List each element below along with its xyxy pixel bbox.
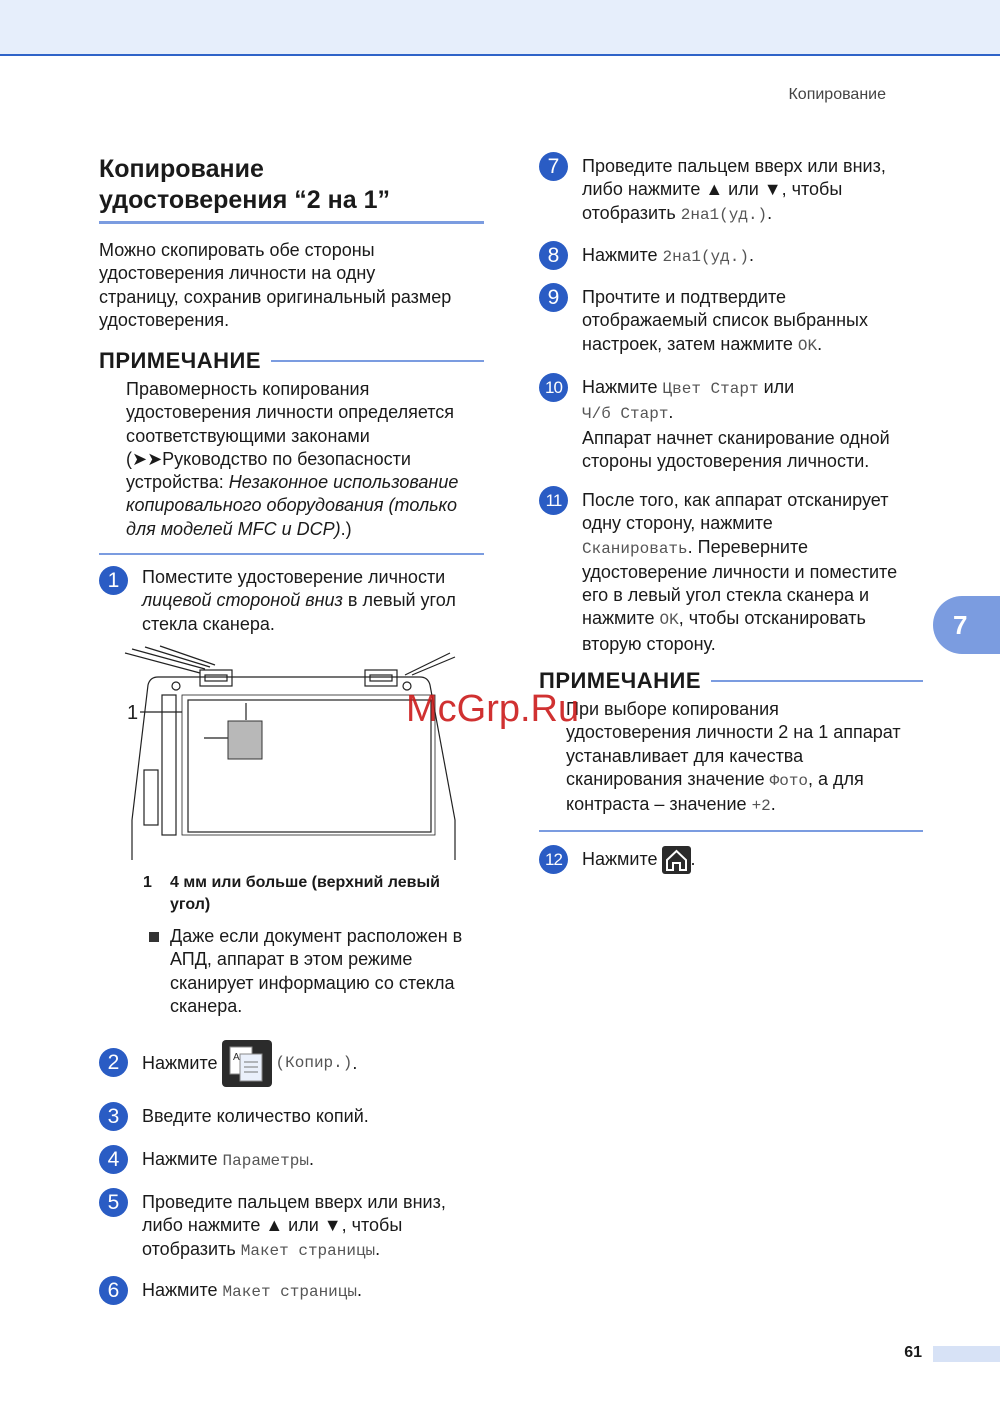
home-icon [662,846,691,874]
scanner-glass-diagram [120,645,465,865]
note-bottom-rule [539,830,923,832]
figure-callout: 1 [127,702,139,724]
step-5: 5 Проведите пальцем вверх или вниз, либо нажмите ▲ или ▼, чтобы отобразить Макет страницы. [99,1188,489,1263]
id-card [228,721,262,759]
step-11: 11 После того, как аппарат отсканирует одну сторону, нажмите Сканировать. Переверните удостоверение личности и поместите его в левый угол стекла сканера и нажмите OK, чтобы отсканировать вторую сторону. [539,486,934,656]
step-6: 6 Нажмите Макет страницы. [99,1276,489,1305]
copy-icon [222,1040,272,1087]
note-box-1 [99,348,484,555]
note-body: Правомерность копирования удостоверения личности определяется соответствующими законами (➤➤Руководство по безопасности устройства: Незаконное использование копировального оборудования (только для моделей MFC и DCP).) [126,379,459,539]
step-2: 2 Нажмите A (Копир.) . [99,1040,489,1087]
step-number: 11 [539,486,568,515]
step-number: 5 [99,1188,128,1217]
page-number: 61 [904,1344,922,1361]
step-number: 2 [99,1048,128,1077]
step-number: 8 [539,241,568,270]
step-8: 8 Нажмите 2на1(уд.). [539,241,929,270]
page-title: Копирование удостоверения “2 на 1” [99,155,391,214]
step-number: 3 [99,1102,128,1131]
step-12: 12 Нажмите . [539,845,929,874]
step-number: 10 [539,373,568,402]
title-underline [99,221,484,224]
step-number: 6 [99,1276,128,1305]
note-body: При выборе копирования удостоверения личности 2 на 1 аппарат устанавливает для качества сканирования значение Фото, а для контраста – значение +2. [566,699,901,816]
step-number: 1 [99,566,128,595]
section-title-block [99,154,484,224]
svg-text:A: A [232,1052,240,1063]
note-heading: ПРИМЕЧАНИЕ [99,348,484,374]
bullet-item: Даже если документ расположен в АПД, аппарат в этом режиме сканирует информацию со стекла сканера. [149,925,489,1018]
note-heading: ПРИМЕЧАНИЕ [539,668,923,694]
footer-bar [933,1346,1000,1362]
note-bottom-rule [99,553,484,555]
step-7: 7 Проведите пальцем вверх или вниз, либо нажмите ▲ или ▼, чтобы отобразить 2на1(уд.). [539,152,929,227]
step-9: 9 Прочтите и подтвердите отображаемый список выбранных настроек, затем нажмите OK. [539,283,929,358]
step-number: 9 [539,283,568,312]
top-header-band [0,0,1000,56]
step-3: 3 Введите количество копий. [99,1102,489,1131]
running-header: Копирование [788,86,886,103]
note-box-2 [539,668,923,832]
step-number: 4 [99,1145,128,1174]
step-10: 10 Нажмите Цвет Старт или Ч/б Старт. Аппарат начнет сканирование одной стороны удостоверения личности. [539,373,929,473]
watermark-text: McGrp.Ru [406,688,580,730]
step-number: 12 [539,845,568,874]
figure-caption: 1 4 мм или больше (верхний левый угол) [143,874,440,913]
step-1: 1 Поместите удостоверение личности лицевой стороной вниз в левый угол стекла сканера. [99,566,489,636]
step-4: 4 Нажмите Параметры. [99,1145,489,1174]
step-number: 7 [539,152,568,181]
intro-paragraph: Можно скопировать обе стороны удостоверения личности на одну страницу, сохранив оригинальный размер удостоверения. [99,240,452,330]
chapter-tab: 7 [933,596,1000,654]
